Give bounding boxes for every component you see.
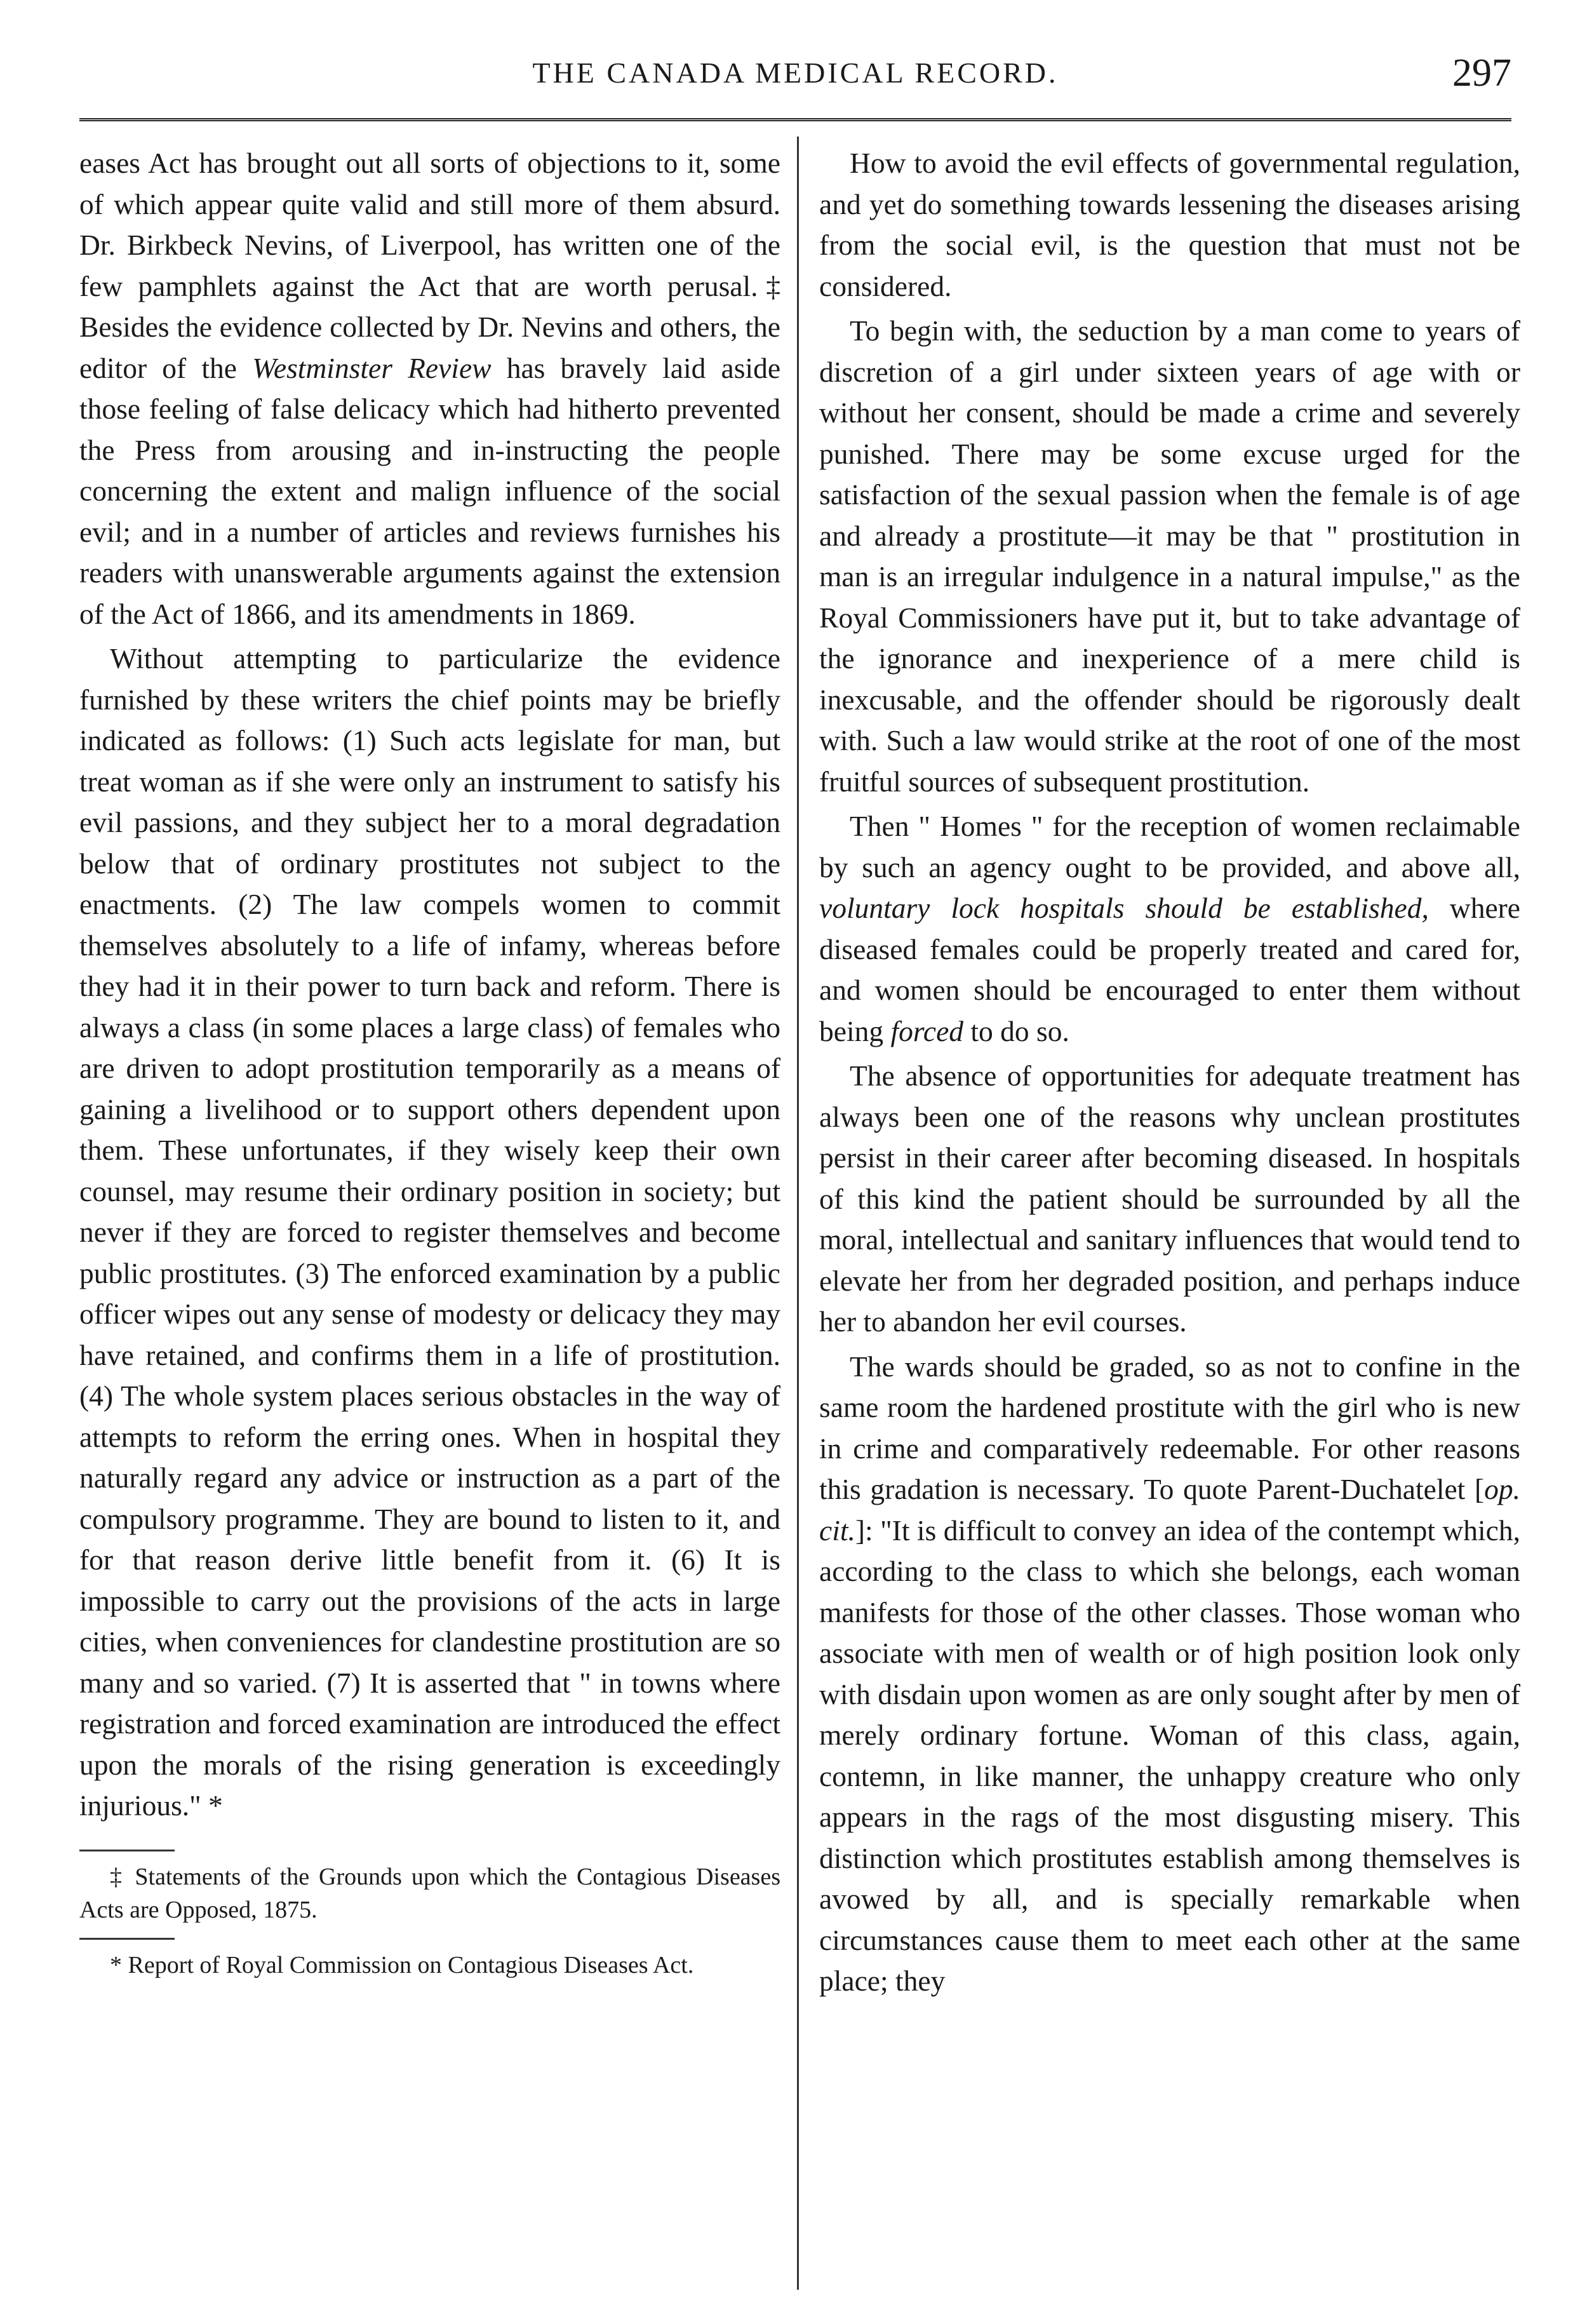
italic-text: forced xyxy=(890,1014,964,1047)
italic-text: voluntary lock hospitals should be established, xyxy=(819,892,1429,924)
text: ]: "It is difficult to convey an idea of the contempt which, according to the class to which she belongs, each woman manifests for those of the other classes. Those woman who associate with men of wealth or of high position look only with disdain upon women as are only sought after by men of merely ordinary fortune. Woman of this class, again, contemn, in like manner, the unhappy creature who only appears in the rags of the most disgusting misery. This distinction which prostitutes establish among themselves is avowed by all, and is specially remarkable when circumstances cause them to meet each other at the same place; they xyxy=(819,1514,1520,1997)
paragraph: Without attempting to particularize the evidence furnished by these writers the chief points may be briefly indicated as follows: (1) Such acts legislate for man, but treat woman as if she were only an instrument to satisfy his evil passions, and they subject her to a moral degradation below that of ordinary prostitutes not subject to the enactments. (2) The law compels women to commit themselves absolutely to a life of infamy, whereas before they had it in their power to turn back and reform. There is always a class (in some places a large class) of females who are driven to adopt prostitution temporarily as a means of gaining a livelihood or to support others dependent upon them. These unfortunates, if they wisely keep their own counsel, may resume their ordinary position in society; but never if they are forced to register themselves and become public prostitutes. (3) The enforced examination by a public officer wipes out any sense of modesty or delicacy they may have retained, and confirms them in a life of prostitution. (4) The whole system places serious obstacles in the way of attempts to reform the erring ones. When in hospital they naturally regard any advice or instruction as a part of the compulsory programme. They are bound to listen to it, and for that reason derive little benefit from it. (6) It is impossible to carry out the provisions of the acts in large cities, when conveniences for clandestine prostitution are so many and so varied. (7) It is asserted that " in towns where registration and forced examination are introduced the effect upon the morals of the rising generation is exceedingly injurious." * xyxy=(79,642,780,1822)
footnotes xyxy=(79,1850,780,1982)
paragraph xyxy=(819,806,1520,1052)
paragraph: The absence of opportunities for adequate treatment has always been one of the reasons why unclean prostitutes persist in their career after becoming diseased. In hospitals of this kind the patient should be surrounded by all the moral, intellectual and sanitary influences that would tend to elevate her from her degraded position, and perhaps induce her to abandon her evil courses. xyxy=(819,1059,1520,1338)
running-title: THE CANADA MEDICAL RECORD. xyxy=(532,57,1059,89)
page-number: 297 xyxy=(1452,51,1511,95)
header-rule xyxy=(79,118,1511,125)
paragraph xyxy=(819,1347,1520,2002)
text: The wards should be graded, so as not to confine in the same room the hardened prostitute with the girl who is new in crime and comparatively redeemable. For other reasons this gradation is necessary. To quote Parent-Duchatelet [ xyxy=(819,1350,1520,1505)
paragraph: How to avoid the evil effects of governmental regulation, and yet do something towards lessening the diseases arising from the social evil, is the question that must not be considered. xyxy=(819,147,1520,302)
text: Then " Homes " for the reception of women reclaimable by such an agency ought to be provided, and above all, xyxy=(819,810,1520,883)
footnote: * Report of Royal Commission on Contagious Diseases Act. xyxy=(110,1951,694,1978)
paragraph xyxy=(79,143,780,635)
footnote-rule xyxy=(79,1850,175,1851)
paragraph: To begin with, the seduction by a man come to years of discretion of a girl under sixteen years of age with or without her consent, should be made a crime and severely punished. There may be some excuse urged for the satisfaction of the sexual passion when the female is of age and already a prostitute—it may be that " prostitution in man is an irregular indulgence in a natural impulse," as the Royal Commissioners have put it, but to take advantage of the ignorance and inexperience of a mere child is inexcusable, and the offender should be rigorously dealt with. Such a law would strike at the root of one of the most fruitful sources of subsequent prostitution. xyxy=(819,314,1520,798)
footnote: ‡ Statements of the Grounds upon which the Contagious Diseases Acts are Opposed, 1875. xyxy=(79,1863,780,1923)
column-divider xyxy=(797,137,799,2290)
footnote-rule xyxy=(79,1938,175,1940)
italic-text: Westminster Review xyxy=(252,351,492,384)
right-column xyxy=(819,143,1520,2290)
text: has bravely laid aside those feeling of false delicacy which had hitherto prevented the Press from arousing and in-instructing the people concerning the extent and malign influence of the social evil; and in a number of articles and reviews furnishes his readers with unanswerable arguments against the extension of the Act of 1866, and its amendments in 1869. xyxy=(79,351,781,630)
text: to do so. xyxy=(970,1014,1069,1047)
text: eases Act has brought out all sorts of objections to it, some of which appear quite valid and still more of them absurd. Dr. Birkbeck Nevins, of Liverpool, has written one of the few pamphlets against the Act that are worth perusal.‡ Besides the evidence collected by Dr. Nevins and others, the editor of the xyxy=(79,147,780,384)
italic-text: op. cit. xyxy=(819,1473,1520,1547)
text: where diseased females could be properly treated and cared for, and women should be encouraged to enter them without being xyxy=(819,892,1520,1047)
left-column xyxy=(79,143,780,2290)
page-header xyxy=(79,51,1511,102)
